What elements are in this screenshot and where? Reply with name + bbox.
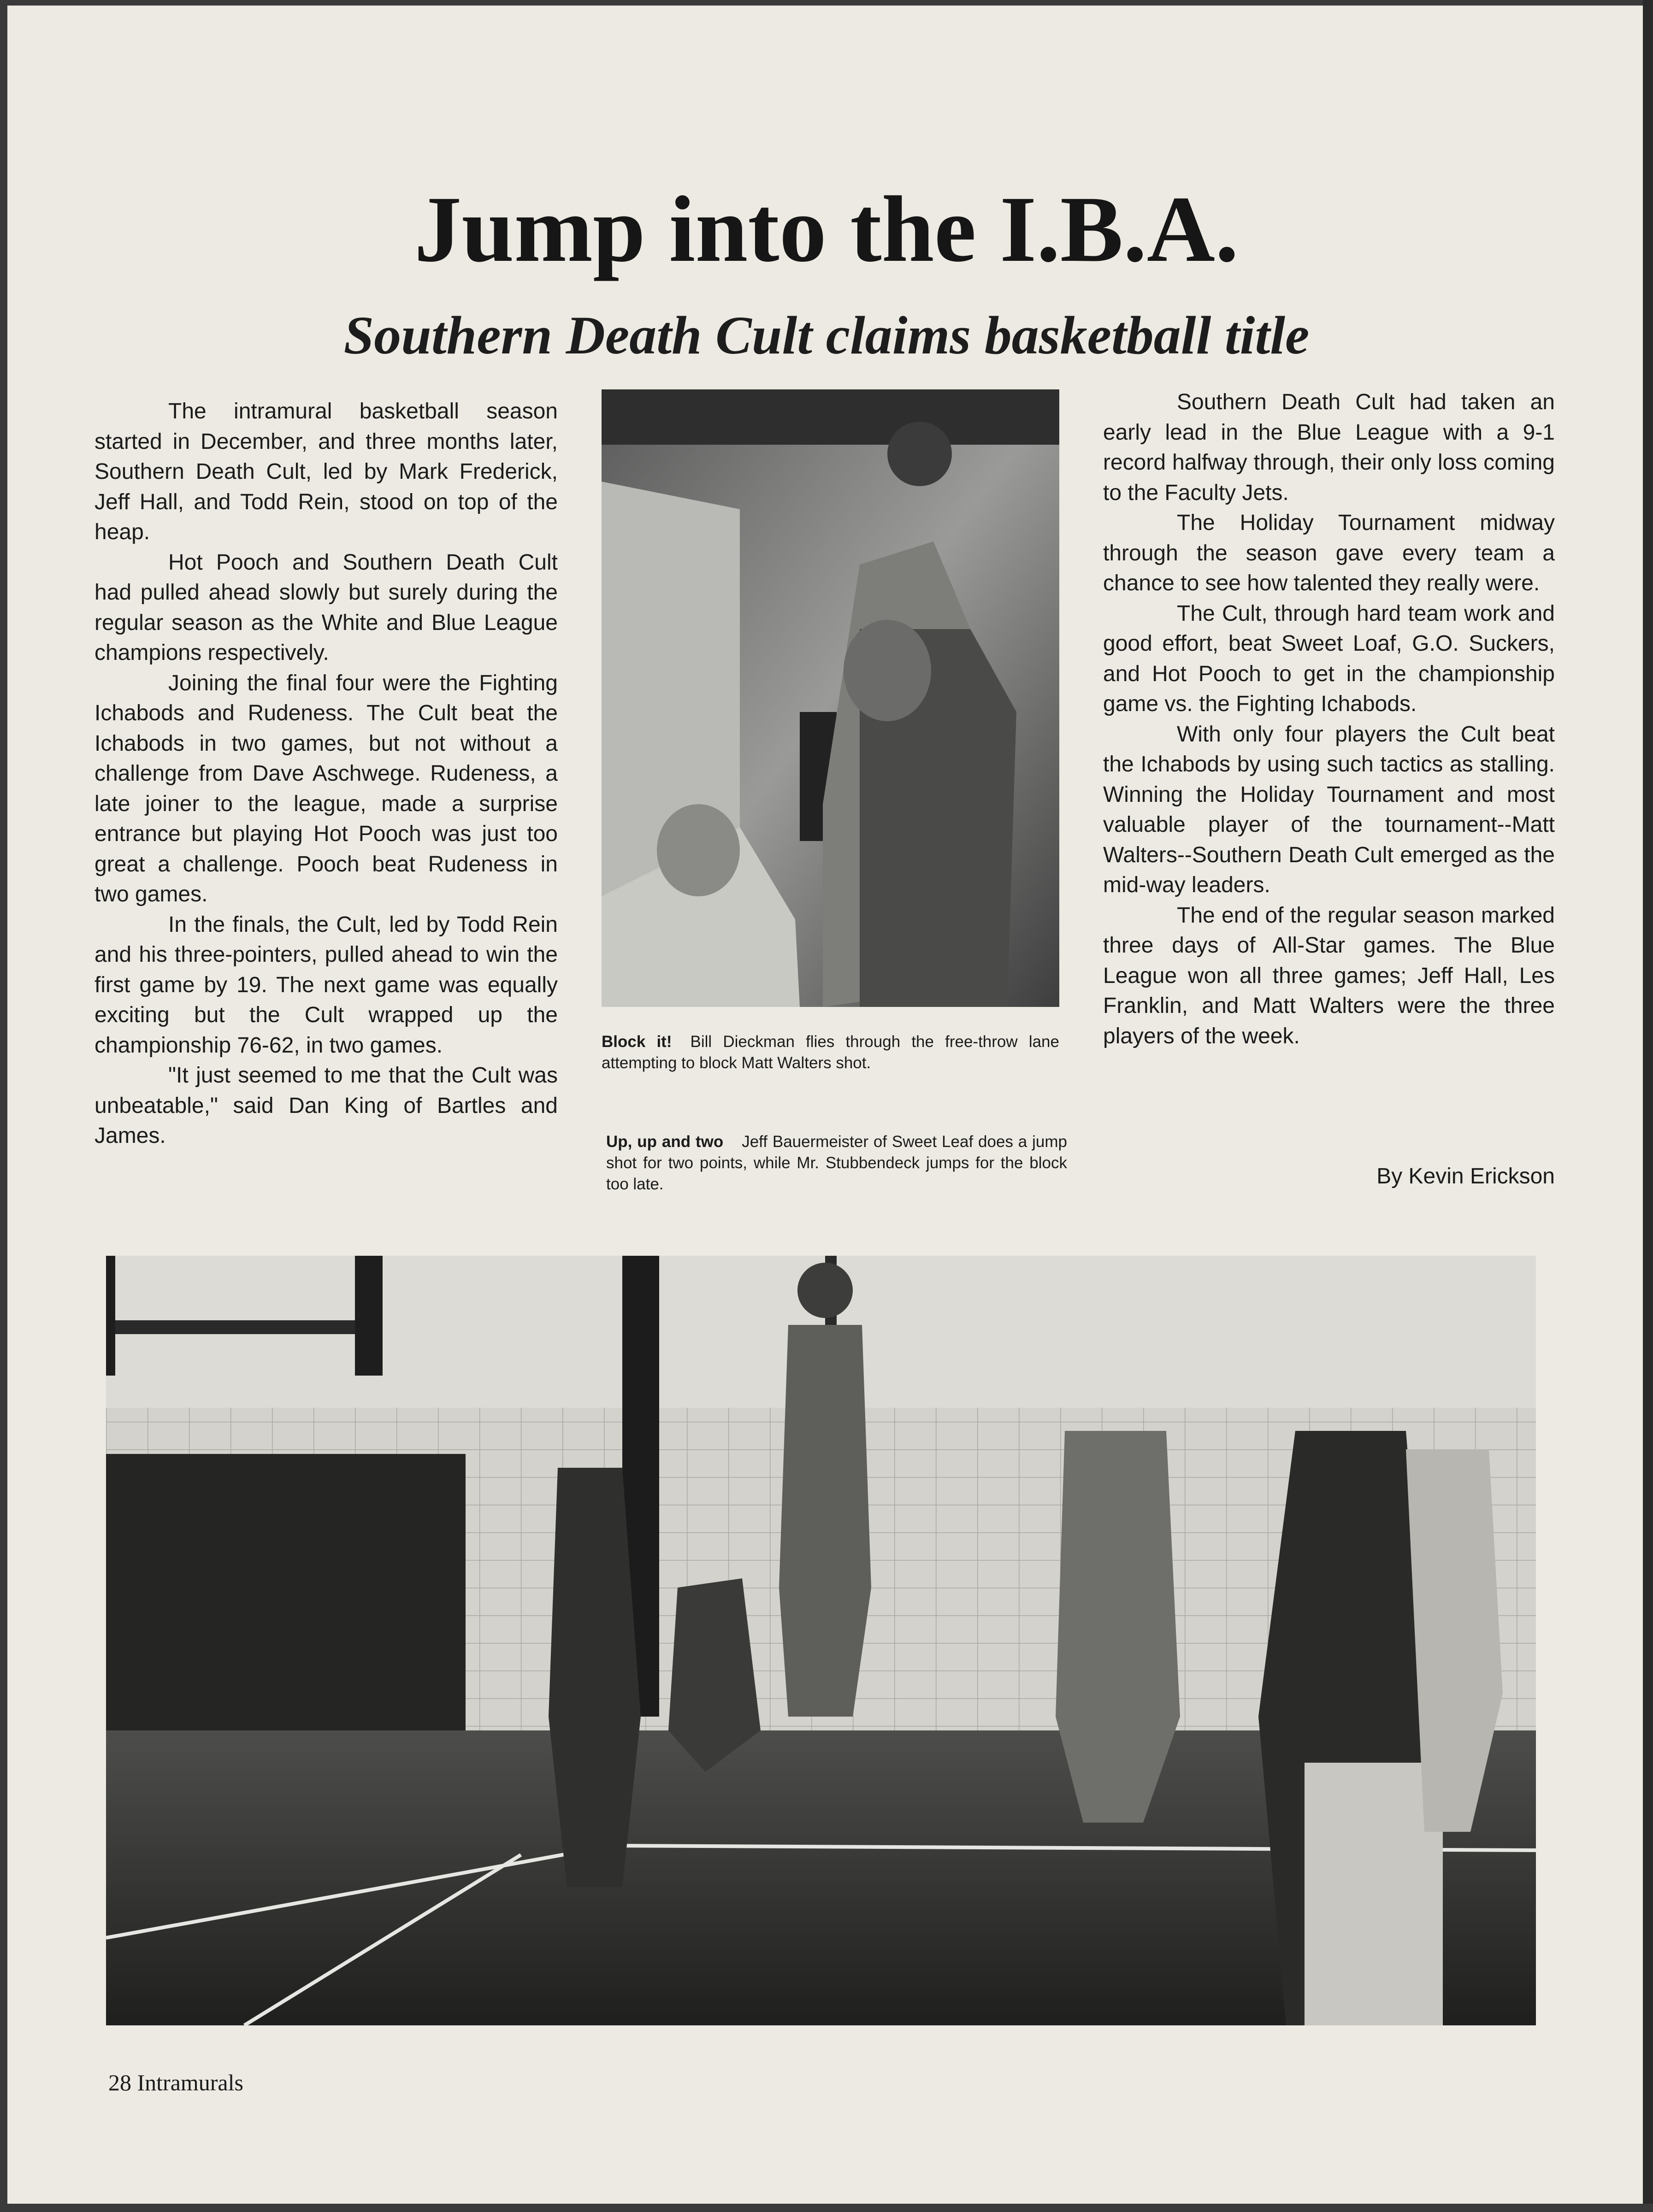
- photo-jump-shot: [106, 1256, 1536, 2025]
- body-paragraph: Hot Pooch and Southern Death Cult had pulled ahead slowly but surely during the regular season as the White and Blue League champions respectively.: [94, 550, 558, 665]
- caption-text: Jeff Bauermeister of Sweet Leaf does a jump shot for two points, while Mr. Stubbendeck jumps for the block too late.: [606, 1133, 1067, 1193]
- byline: By Kevin Erickson: [1376, 1164, 1555, 1188]
- caption-block-shot: [602, 1031, 1059, 1074]
- caption-text: Bill Dieckman flies through the free-throw lane attempting to block Matt Walters shot.: [602, 1033, 1059, 1072]
- body-paragraph: The Cult, through hard team work and good effort, beat Sweet Loaf, G.O. Suckers, and Hot Pooch to get in the championship game vs. the Fighting Ichabods.: [1103, 601, 1555, 716]
- body-paragraph: The intramural basketball season started in December, and three months later, Southern Death Cult, led by Mark Frederick, Jeff Hall, and Todd Rein, stood on top of the heap.: [94, 399, 558, 544]
- caption-lead: Block it!: [602, 1033, 672, 1051]
- page-folio: 28 Intramurals: [108, 2070, 243, 2095]
- body-paragraph: "It just seemed to me that the Cult was unbeatable," said Dan King of Bartles and James.: [94, 1063, 558, 1148]
- photo-block-shot: [602, 389, 1059, 1007]
- body-paragraph: Southern Death Cult had taken an early lead in the Blue League with a 9-1 record halfway through, their only loss coming to the Faculty Jets.: [1103, 390, 1555, 505]
- body-paragraph: With only four players the Cult beat the Ichabods by using such tactics as stalling. Winning the Holiday Tournament and most valuable player of the tournament--Matt Walters--Southern Death Cult emerged as the mid-way leaders.: [1103, 722, 1555, 897]
- page-edge-bottom: [0, 2204, 1653, 2212]
- photo-block-shot-image: [602, 389, 1059, 1007]
- caption-jump-shot: [606, 1131, 1067, 1195]
- right-text-column: [1103, 387, 1555, 1051]
- page-edge-top: [0, 0, 1653, 6]
- body-paragraph: The Holiday Tournament midway through the season gave every team a chance to see how talented they really were.: [1103, 511, 1555, 595]
- article-subtitle: Southern Death Cult claims basketball title: [343, 305, 1310, 365]
- body-paragraph: Joining the final four were the Fighting Ichabods and Rudeness. The Cult beat the Ichabods in two games, but not without a challenge from Dave Aschwege. Rudeness, a late joiner to the league, made a surprise entrance but playing Hot Pooch was just too great a challenge. Pooch beat Rudeness in two games.: [94, 671, 558, 906]
- body-paragraph: In the finals, the Cult, led by Todd Rein and his three-pointers, pulled ahead to win the first game by 19. The next game was equally exciting but the Cult wrapped up the championship 76-62, in two games.: [94, 912, 558, 1058]
- article-title: Jump into the I.B.A.: [414, 177, 1239, 282]
- caption-lead: Up, up and two: [606, 1133, 724, 1151]
- photo-jump-shot-image: [106, 1256, 1536, 2025]
- body-paragraph: The end of the regular season marked three days of All-Star games. The Blue League won all three games; Jeff Hall, Les Franklin, and Matt Walters were the three players of the week.: [1103, 903, 1555, 1048]
- left-text-column: [94, 396, 558, 1151]
